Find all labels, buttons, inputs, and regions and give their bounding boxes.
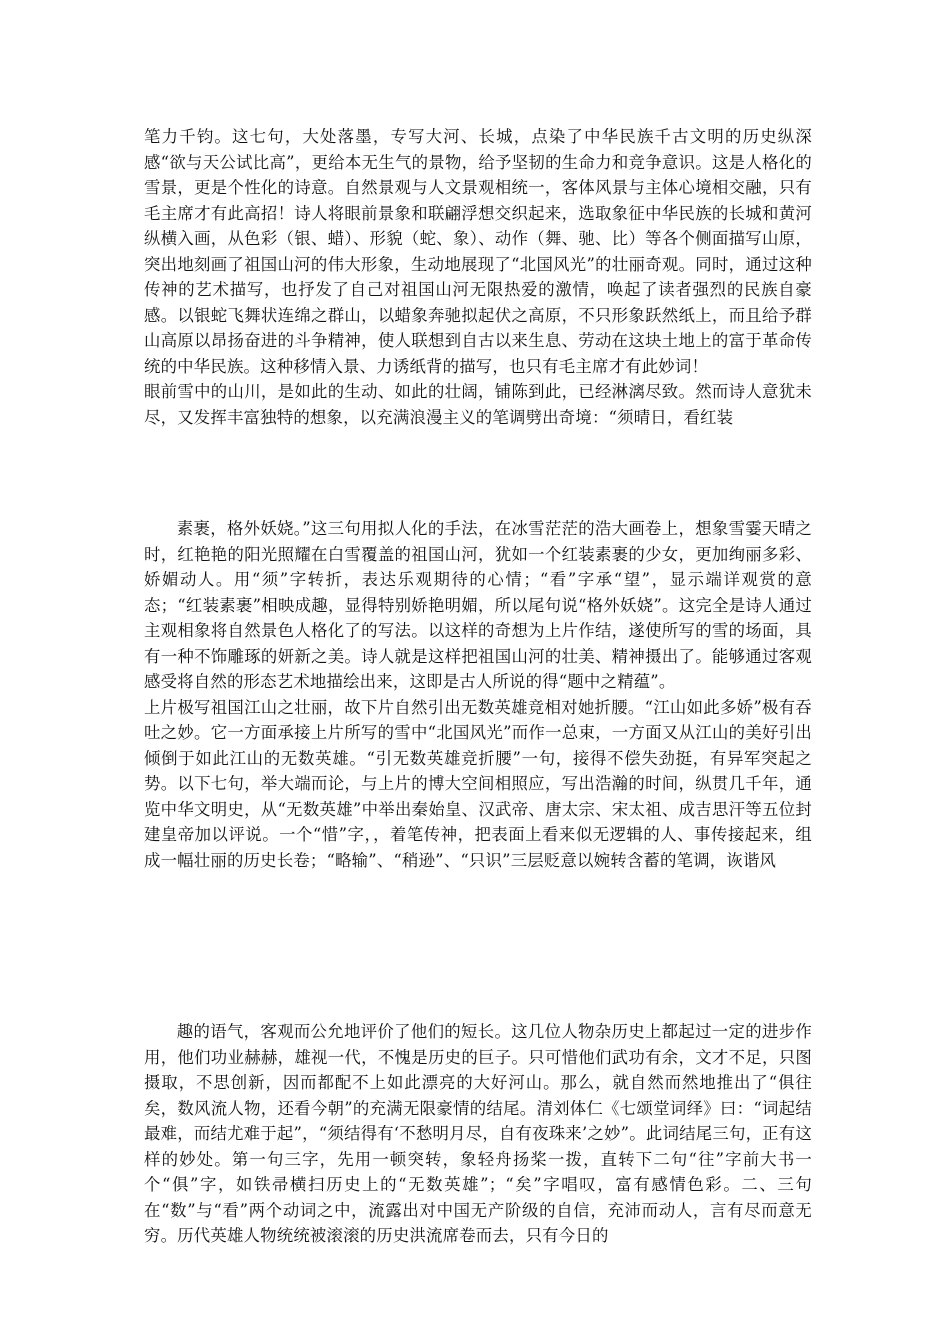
paragraph: 眼前雪中的山川，是如此的生动、如此的壮阔，铺陈到此，已经淋漓尽致。然而诗人意犹未尽，又发挥丰富独特的想象，以充满浪漫主义的笔调劈出奇境：“须晴日，看红装 — [144, 382, 812, 427]
paragraph: 素裹，格外妖娆。”这三句用拟人化的手法，在冰雪茫茫的浩大画卷上，想象雪霎天晴之时，红艳艳的阳光照耀在白雪覆盖的祖国山河，犹如一个红装素裹的少女，更加绚丽多彩、娇媚动人。用“须”字转折，表达乐观期待的心情；“看”字承“望”，显示端详观赏的意态；“红装素裹”相映成趣，显得特别娇艳明媚，所以尾句说“格外妖娆”。这完全是诗人通过主观相象将自然景色人格化了的写法。以这样的奇想为上片作结，遂使所写的雪的场面，具有一种不饰雕琢的妍新之美。诗人就是这样把祖国山河的壮美、精神摄出了。能够通过客观感受将自然的形态艺术地描绘出来，这即是古人所说的得“题中之精蕴”。 — [144, 519, 812, 691]
paragraph: 上片极写祖国江山之壮丽，故下片自然引出无数英雄竞相对她折腰。“江山如此多娇”极有吞吐之妙。它一方面承接上片所写的雪中“北国风光”而作一总束，一方面又从江山的美好引出倾倒于如此江山的无数英雄。“引无数英雄竞折腰”一句，接得不偿失劲挺，有异军突起之势。以下七句，举大端而论，与上片的博大空间相照应，写出浩瀚的时间，纵贯几千年，通览中华文明史，从“无数英雄”中举出秦始皇、汉武帝、唐太宗、宋太祖、成吉思汗等五位封建皇帝加以评说。一个“惜”字，，着笔传神，把表面上看来似无逻辑的人、事传接起来，组成一幅壮丽的历史长卷；“略输”、“稍逊”、“只识”三层贬意以婉转含蓄的笔调，诙谐风 — [144, 697, 812, 870]
paragraph: 趣的语气，客观而公允地评价了他们的短长。这几位人物杂历史上都起过一定的进步作用，他们功业赫赫，雄视一代，不愧是历史的巨子。只可惜他们武功有余，文才不足，只图摄取，不思创新，因而都配不上如此漂亮的大好河山。那么，就自然而然地推出了“俱往矣，数风流人物，还看今朝”的充满无限豪情的结尾。清刘体仁《七颂堂词绎》曰：“词起结最难，而结尤难于起”，“须结得有‘不愁明月尽，自有夜珠来’之妙”。此词结尾三句，正有这样的妙处。第一句三字，先用一顿突转，象轻舟扬桨一拨，直转下二句“往”字前大书一个“俱”字，如铁帚横扫历史上的“无数英雄”；“矣”字唱叹，富有感情色彩。二、三句在“数”与“看”两个动词之中，流露出对中国无产阶级的自信，充沛而动人，言有尽而意无穷。历代英雄人物统统被滚滚的历史洪流席卷而去，只有今日的 — [144, 1022, 812, 1245]
paragraph: 笔力千钧。这七句，大处落墨，专写大河、长城，点染了中华民族千古文明的历史纵深感“欲与天公试比高”，更给本无生气的景物，给予坚韧的生命力和竞争意识。这是人格化的雪景，更是个性化的诗意。自然景观与人文景观相统一，客体风景与主体心境相交融，只有毛主席才有此高招！诗人将眼前景象和联翩浮想交织起来，选取象征中华民族的长城和黄河纵横入画，从色彩（银、蜡）、形貌（蛇、象）、动作（舞、驰、比）等各个侧面描写山原，突出地刻画了祖国山河的伟大形象，生动地展现了“北国风光”的壮丽奇观。同时，通过这种传神的艺术描写，也抒发了自己对祖国山河无限热爱的激情，唤起了读者强烈的民族自豪感。以银蛇飞舞状连绵之群山，以蜡象奔驰拟起伏之高原，不只形象跃然纸上，而且给予群山高原以昂扬奋进的斗争精神，使人联想到自古以来生息、劳动在这块土地上的富于革命传统的中华民族。这种移情入景、力诱纸背的描写，也只有毛主席才有此妙词！ — [144, 127, 812, 376]
text-block-middle — [144, 516, 812, 873]
text-block-bottom — [144, 1019, 812, 1249]
text-block-top — [144, 124, 812, 430]
